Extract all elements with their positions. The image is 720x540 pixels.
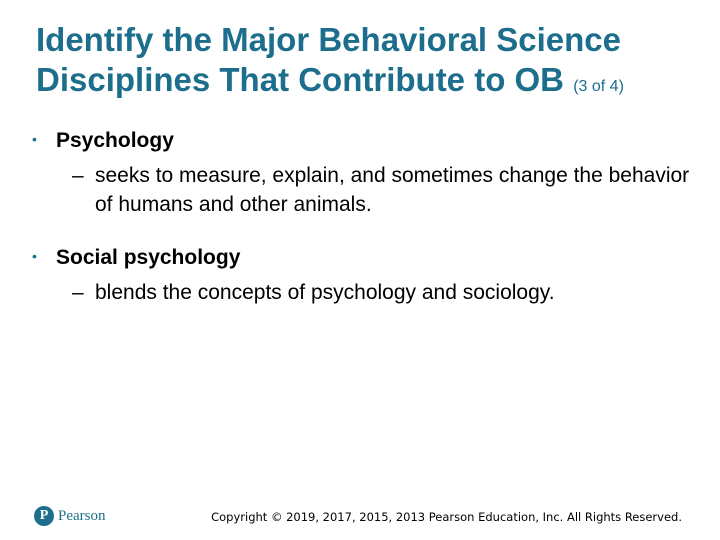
bullet-item-psychology bbox=[32, 126, 692, 157]
sub-item-psychology bbox=[32, 161, 692, 219]
bullet-item-social-psychology bbox=[32, 243, 692, 274]
spacer bbox=[32, 219, 692, 243]
slide-content bbox=[32, 126, 692, 307]
pearson-logo bbox=[34, 506, 106, 526]
dash-icon: – bbox=[72, 281, 84, 304]
slide-title-suffix: (3 of 4) bbox=[573, 78, 624, 95]
bullet-label: Social psychology bbox=[56, 246, 241, 269]
sub-item-social-psychology bbox=[32, 278, 692, 307]
pearson-logo-text: Pearson bbox=[58, 507, 106, 524]
bullet-dot-icon: • bbox=[32, 248, 37, 264]
pearson-logo-icon: P bbox=[34, 506, 54, 526]
sub-item-text: seeks to measure, explain, and sometimes change the behavior of humans and other animals. bbox=[95, 164, 690, 216]
sub-item-text: blends the concepts of psychology and sociology. bbox=[95, 281, 555, 304]
bullet-label: Psychology bbox=[56, 129, 174, 152]
dash-icon: – bbox=[72, 164, 84, 187]
slide-title-main: Identify the Major Behavioral Science Disciplines That Contribute to OB bbox=[36, 21, 622, 98]
copyright-notice: Copyright © 2019, 2017, 2015, 2013 Pearson Education, Inc. All Rights Reserved. bbox=[211, 510, 682, 524]
bullet-dot-icon: • bbox=[32, 131, 37, 147]
slide-title bbox=[36, 20, 706, 107]
